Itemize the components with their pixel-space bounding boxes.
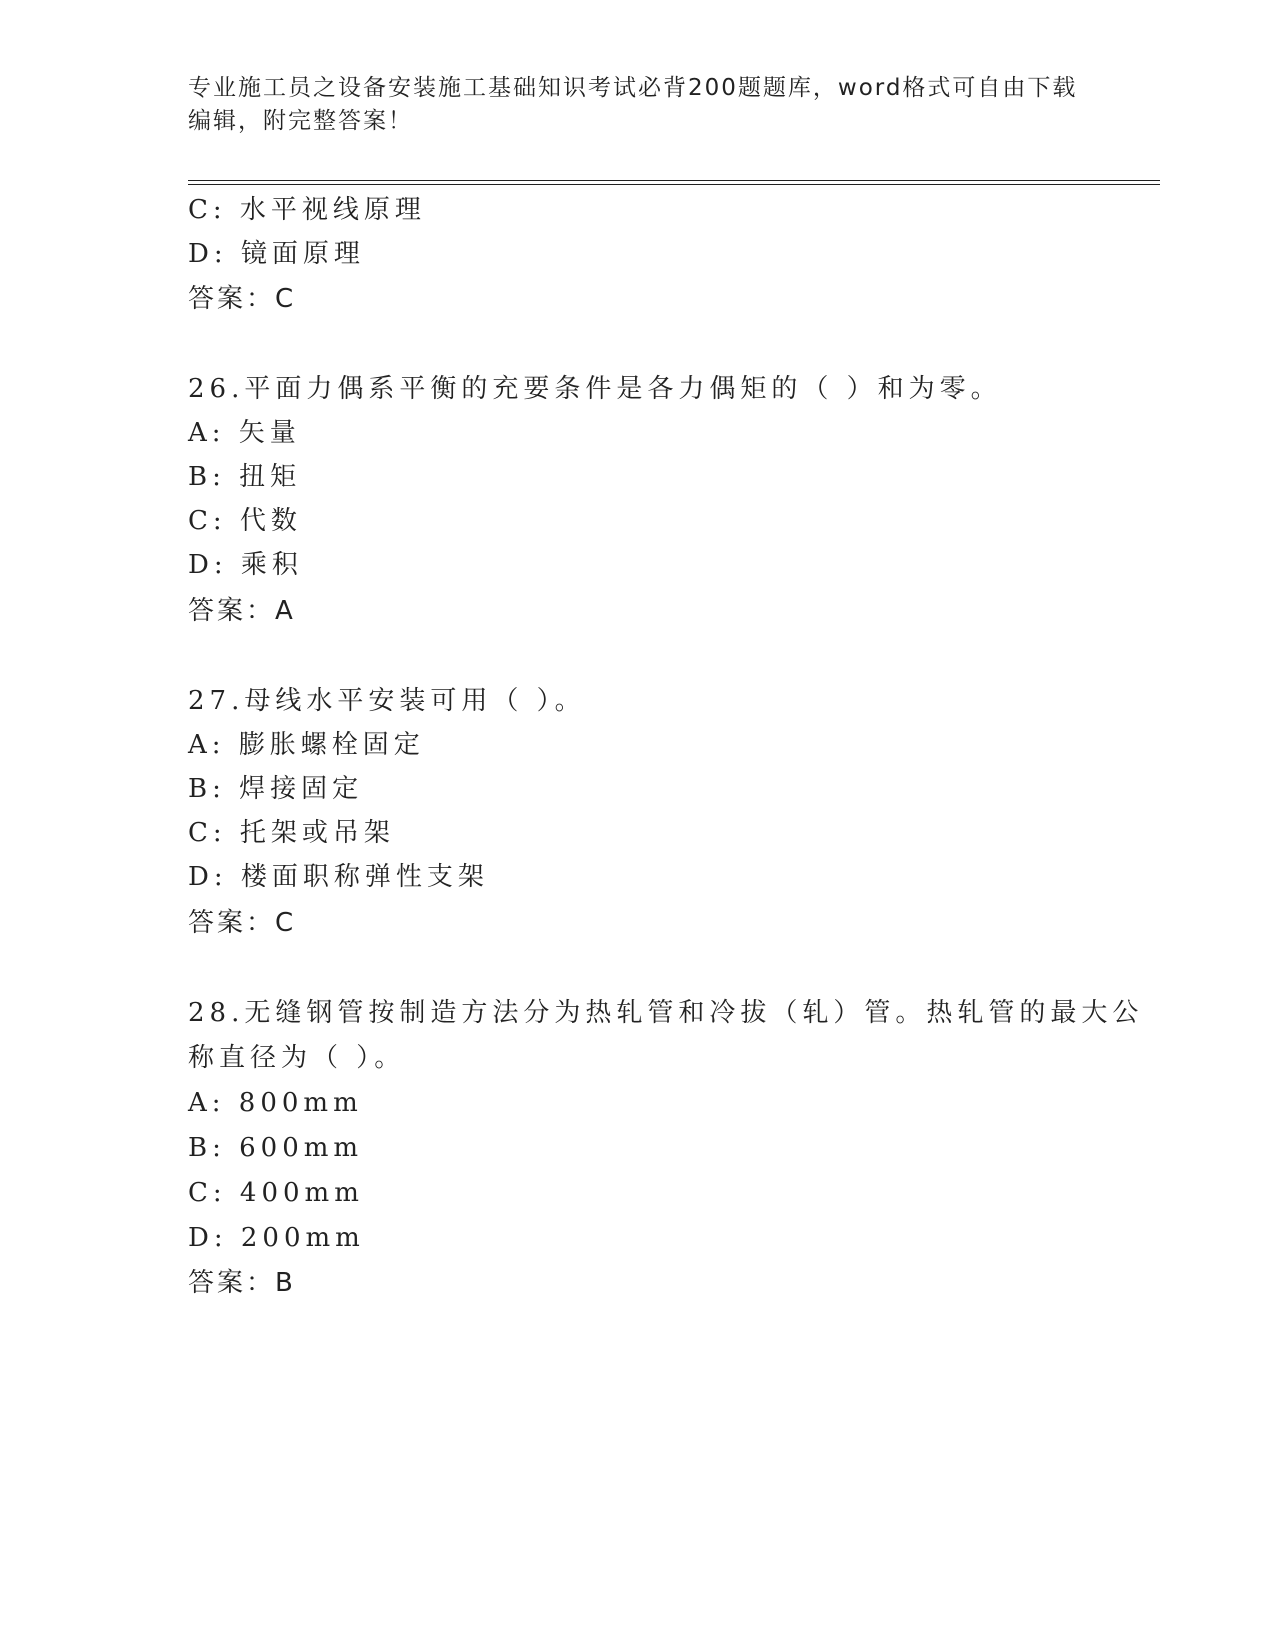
- question-28-option-a: A: 800mm: [188, 1088, 363, 1118]
- question-28-option-c: C: 400mm: [188, 1178, 364, 1208]
- header-line-2: 编辑，附完整答案！: [188, 108, 413, 134]
- question-27-option-a: A: 膨胀螺栓固定: [188, 730, 425, 760]
- answer-line: 答案：C: [188, 284, 297, 314]
- question-27-option-b: B: 焊接固定: [188, 774, 364, 804]
- question-28-stem-line-1: 28.无缝钢管按制造方法分为热轧管和冷拔（轧）管。热轧管的最大公: [188, 998, 1144, 1028]
- question-26-option-c: C: 代数: [188, 506, 302, 536]
- question-27-stem: 27.母线水平安装可用（ ）。: [188, 686, 586, 716]
- question-28-option-b: B: 600mm: [188, 1133, 364, 1163]
- header-line-1: 专业施工员之设备安装施工基础知识考试必背200题题库，word格式可自由下载: [188, 75, 1078, 101]
- question-27-option-d: D: 楼面职称弹性支架: [188, 862, 489, 892]
- question-28-answer: 答案：B: [188, 1268, 296, 1298]
- option-c: C: 水平视线原理: [188, 195, 426, 225]
- option-d: D: 镜面原理: [188, 239, 365, 269]
- question-26-option-d: D: 乘积: [188, 550, 303, 580]
- question-28-stem-line-2: 称直径为（ ）。: [188, 1043, 406, 1073]
- question-27-answer: 答案：C: [188, 908, 297, 938]
- question-26-answer: 答案：A: [188, 596, 296, 626]
- question-27-option-c: C: 托架或吊架: [188, 818, 395, 848]
- question-26-stem: 26.平面力偶系平衡的充要条件是各力偶矩的（ ）和为零。: [188, 374, 1002, 404]
- question-26-option-a: A: 矢量: [188, 418, 301, 448]
- question-26-option-b: B: 扭矩: [188, 462, 302, 492]
- question-28-option-d: D: 200mm: [188, 1223, 365, 1253]
- header-divider-top: [188, 180, 1160, 181]
- header-divider-bottom: [188, 184, 1160, 185]
- document-header: [188, 72, 1088, 138]
